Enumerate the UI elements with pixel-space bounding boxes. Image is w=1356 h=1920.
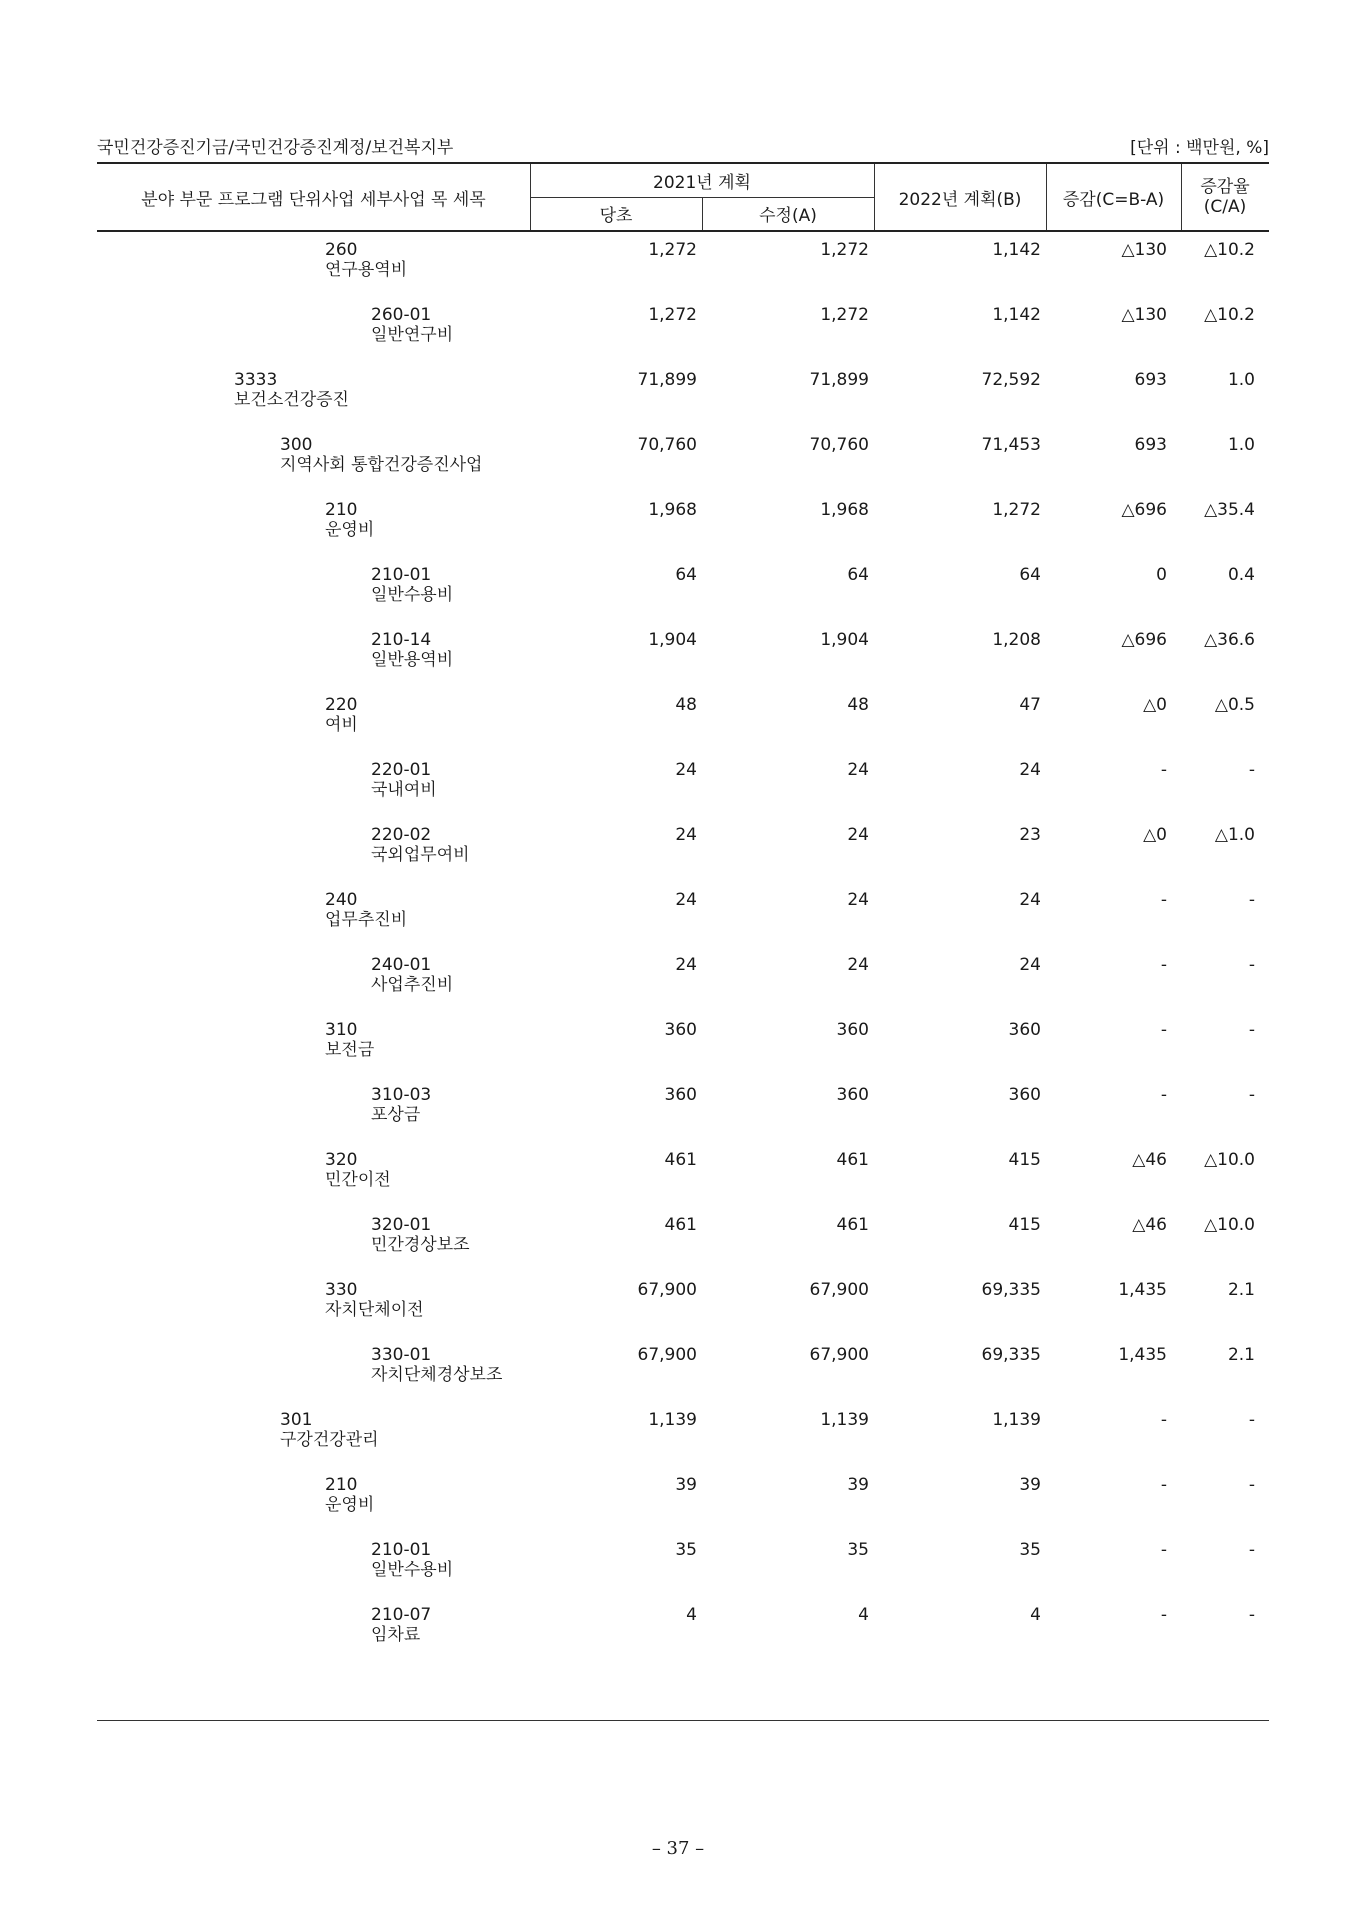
table-row [97,1532,1269,1597]
table-row [97,1597,1269,1662]
row-code: 220 [325,695,358,715]
cell-rate: - [1248,1085,1255,1105]
row-label [371,565,453,605]
row-name: 연구용역비 [325,260,408,280]
table-row [97,1077,1269,1142]
cell-plan-2022: 35 [1019,1540,1041,1560]
cell-plan-2022: 1,139 [992,1410,1041,1430]
row-code: 330 [325,1280,358,1300]
table-row [97,1467,1269,1532]
cell-rate: - [1248,955,1255,975]
table-row [97,1012,1269,1077]
header-classification: 분야 부문 프로그램 단위사업 세부사업 목 세목 [141,189,486,210]
row-name: 지역사회 통합건강증진사업 [280,455,483,475]
cell-rate: - [1248,760,1255,780]
row-label [371,955,453,995]
cell-change: - [1160,1475,1167,1495]
cell-change: △0 [1143,695,1167,715]
document-header [97,128,1269,162]
cell-revised: 1,968 [820,500,869,520]
table-row [97,362,1269,427]
cell-original: 24 [675,825,697,845]
cell-revised: 39 [847,1475,869,1495]
row-name: 구강건강관리 [280,1430,379,1450]
cell-change: △696 [1121,500,1167,520]
cell-rate: 2.1 [1227,1345,1255,1365]
cell-revised: 67,900 [809,1345,869,1365]
cell-rate: - [1248,1410,1255,1430]
cell-change: 693 [1134,435,1167,455]
cell-rate: △0.5 [1214,695,1255,715]
cell-revised: 1,904 [820,630,869,650]
cell-revised: 1,272 [820,305,869,325]
cell-change: 1,435 [1118,1280,1167,1300]
cell-revised: 461 [836,1150,869,1170]
row-label [371,1085,431,1125]
table-row [97,622,1269,687]
table-body [97,232,1269,1662]
cell-plan-2022: 71,453 [981,435,1041,455]
cell-plan-2022: 24 [1019,890,1041,910]
cell-plan-2022: 360 [1008,1085,1041,1105]
cell-original: 64 [675,565,697,585]
cell-change: △130 [1121,305,1167,325]
row-code: 240-01 [371,955,432,975]
cell-original: 360 [664,1085,697,1105]
row-name: 일반용역비 [371,650,454,670]
cell-rate: - [1248,1605,1255,1625]
table-row [97,1337,1269,1402]
table-row [97,882,1269,947]
cell-change: - [1160,1540,1167,1560]
table-row [97,687,1269,752]
table-row [97,1207,1269,1272]
row-label [371,630,453,670]
cell-original: 1,272 [648,240,697,260]
cell-change: △46 [1132,1150,1167,1170]
cell-revised: 1,272 [820,240,869,260]
cell-original: 1,272 [648,305,697,325]
row-label [325,1150,391,1190]
cell-change: △696 [1121,630,1167,650]
row-label [325,1020,374,1060]
header-revised: 수정(A) [759,206,817,226]
cell-plan-2022: 1,142 [992,305,1041,325]
cell-revised: 71,899 [809,370,869,390]
cell-rate: △10.2 [1204,305,1255,325]
table-row [97,427,1269,492]
table-row [97,1272,1269,1337]
cell-revised: 24 [847,760,869,780]
cell-rate: - [1248,1475,1255,1495]
cell-rate: △35.4 [1204,500,1255,520]
cell-original: 461 [664,1215,697,1235]
row-name: 보전금 [325,1040,375,1060]
row-name: 여비 [325,715,358,735]
cell-plan-2022: 72,592 [981,370,1041,390]
row-label [325,500,374,540]
row-label [280,435,482,475]
cell-plan-2022: 39 [1019,1475,1041,1495]
row-name: 자치단체이전 [325,1300,424,1320]
row-label [325,695,358,735]
cell-original: 35 [675,1540,697,1560]
row-label [234,370,349,410]
cell-rate: △36.6 [1204,630,1255,650]
cell-plan-2022: 4 [1030,1605,1041,1625]
row-code: 210-01 [371,565,432,585]
row-name: 포상금 [371,1105,421,1125]
row-name: 운영비 [325,520,375,540]
table-row [97,752,1269,817]
row-label [371,1540,453,1580]
cell-original: 24 [675,890,697,910]
cell-change: - [1160,955,1167,975]
row-code: 320-01 [371,1215,432,1235]
cell-rate: 2.1 [1227,1280,1255,1300]
cell-original: 67,900 [637,1345,697,1365]
row-name: 국외업무여비 [371,845,470,865]
cell-rate: 0.4 [1227,565,1255,585]
row-label [325,1280,424,1320]
cell-change: △130 [1121,240,1167,260]
cell-original: 24 [675,955,697,975]
cell-revised: 360 [836,1085,869,1105]
cell-original: 4 [686,1605,697,1625]
cell-original: 67,900 [637,1280,697,1300]
cell-plan-2022: 360 [1008,1020,1041,1040]
page-number: – 37 – [651,1838,705,1859]
cell-plan-2022: 69,335 [981,1345,1041,1365]
cell-plan-2022: 1,208 [992,630,1041,650]
cell-rate: - [1248,1020,1255,1040]
row-code: 300 [280,435,313,455]
row-code: 330-01 [371,1345,432,1365]
row-code: 3333 [234,370,278,390]
row-name: 일반수용비 [371,1560,454,1580]
cell-rate: 1.0 [1227,435,1255,455]
row-label [371,825,470,865]
row-code: 260-01 [371,305,432,325]
table-row [97,297,1269,362]
cell-original: 461 [664,1150,697,1170]
cell-plan-2022: 1,142 [992,240,1041,260]
cell-revised: 35 [847,1540,869,1560]
row-code: 310 [325,1020,358,1040]
table-row [97,1402,1269,1467]
cell-change: - [1160,1020,1167,1040]
table-row [97,557,1269,622]
cell-plan-2022: 1,272 [992,500,1041,520]
header-rate: 증감율(C/A) [1200,177,1250,217]
header-plan-2021: 2021년 계획 [653,173,751,193]
row-code: 210 [325,500,358,520]
cell-change: - [1160,1605,1167,1625]
unit-label: [단위 : 백만원, %] [1130,137,1269,158]
cell-revised: 67,900 [809,1280,869,1300]
cell-revised: 360 [836,1020,869,1040]
table-row [97,492,1269,557]
cell-rate: △10.0 [1204,1150,1255,1170]
row-name: 업무추진비 [325,910,408,930]
row-code: 240 [325,890,358,910]
cell-change: - [1160,890,1167,910]
cell-plan-2022: 24 [1019,955,1041,975]
cell-revised: 24 [847,955,869,975]
row-label [371,1215,470,1255]
cell-rate: △10.0 [1204,1215,1255,1235]
cell-revised: 24 [847,825,869,845]
row-label [325,890,407,930]
row-code: 210-14 [371,630,432,650]
row-label [371,305,453,345]
row-code: 320 [325,1150,358,1170]
cell-original: 360 [664,1020,697,1040]
row-name: 사업추진비 [371,975,454,995]
row-label [325,1475,374,1515]
row-name: 일반수용비 [371,585,454,605]
cell-original: 39 [675,1475,697,1495]
row-name: 임차료 [371,1625,421,1645]
cell-original: 70,760 [637,435,697,455]
table-row [97,1142,1269,1207]
table-row [97,232,1269,297]
cell-plan-2022: 64 [1019,565,1041,585]
table-row [97,947,1269,1012]
row-name: 국내여비 [371,780,437,800]
cell-original: 1,968 [648,500,697,520]
cell-plan-2022: 415 [1008,1150,1041,1170]
cell-revised: 48 [847,695,869,715]
account-title: 국민건강증진기금/국민건강증진계정/보건복지부 [97,137,454,158]
cell-original: 71,899 [637,370,697,390]
cell-plan-2022: 47 [1019,695,1041,715]
cell-plan-2022: 24 [1019,760,1041,780]
row-code: 210-01 [371,1540,432,1560]
cell-change: - [1160,1410,1167,1430]
row-code: 310-03 [371,1085,432,1105]
row-label [371,1605,431,1645]
cell-plan-2022: 23 [1019,825,1041,845]
cell-revised: 70,760 [809,435,869,455]
row-code: 220-02 [371,825,432,845]
cell-plan-2022: 69,335 [981,1280,1041,1300]
cell-change: 1,435 [1118,1345,1167,1365]
budget-page [97,128,1269,1662]
row-name: 민간이전 [325,1170,391,1190]
table-row [97,817,1269,882]
header-original: 당초 [599,206,633,226]
row-name: 일반연구비 [371,325,454,345]
cell-change: 0 [1156,565,1167,585]
row-code: 210-07 [371,1605,432,1625]
cell-rate: 1.0 [1227,370,1255,390]
cell-change: - [1160,1085,1167,1105]
row-label [280,1410,379,1450]
row-label [371,760,437,800]
row-name: 운영비 [325,1495,375,1515]
row-code: 260 [325,240,358,260]
cell-revised: 64 [847,565,869,585]
cell-revised: 4 [858,1605,869,1625]
cell-change: 693 [1134,370,1167,390]
row-label [371,1345,502,1385]
cell-plan-2022: 415 [1008,1215,1041,1235]
cell-change: △0 [1143,825,1167,845]
row-name: 보건소건강증진 [234,390,349,410]
row-code: 220-01 [371,760,432,780]
cell-revised: 461 [836,1215,869,1235]
cell-original: 1,139 [648,1410,697,1430]
cell-revised: 24 [847,890,869,910]
cell-rate: △1.0 [1214,825,1255,845]
row-label [325,240,407,280]
header-plan-2022: 2022년 계획(B) [898,189,1022,210]
cell-rate: - [1248,1540,1255,1560]
row-code: 301 [280,1410,313,1430]
cell-rate: △10.2 [1204,240,1255,260]
cell-change: △46 [1132,1215,1167,1235]
header-change: 증감(C=B-A) [1062,189,1165,210]
cell-change: - [1160,760,1167,780]
row-name: 민간경상보조 [371,1235,470,1255]
row-name: 자치단체경상보조 [371,1365,503,1385]
cell-revised: 1,139 [820,1410,869,1430]
table-header [97,162,1269,232]
cell-rate: - [1248,890,1255,910]
cell-original: 48 [675,695,697,715]
cell-original: 24 [675,760,697,780]
footer-rule [97,1720,1269,1721]
cell-original: 1,904 [648,630,697,650]
row-code: 210 [325,1475,358,1495]
